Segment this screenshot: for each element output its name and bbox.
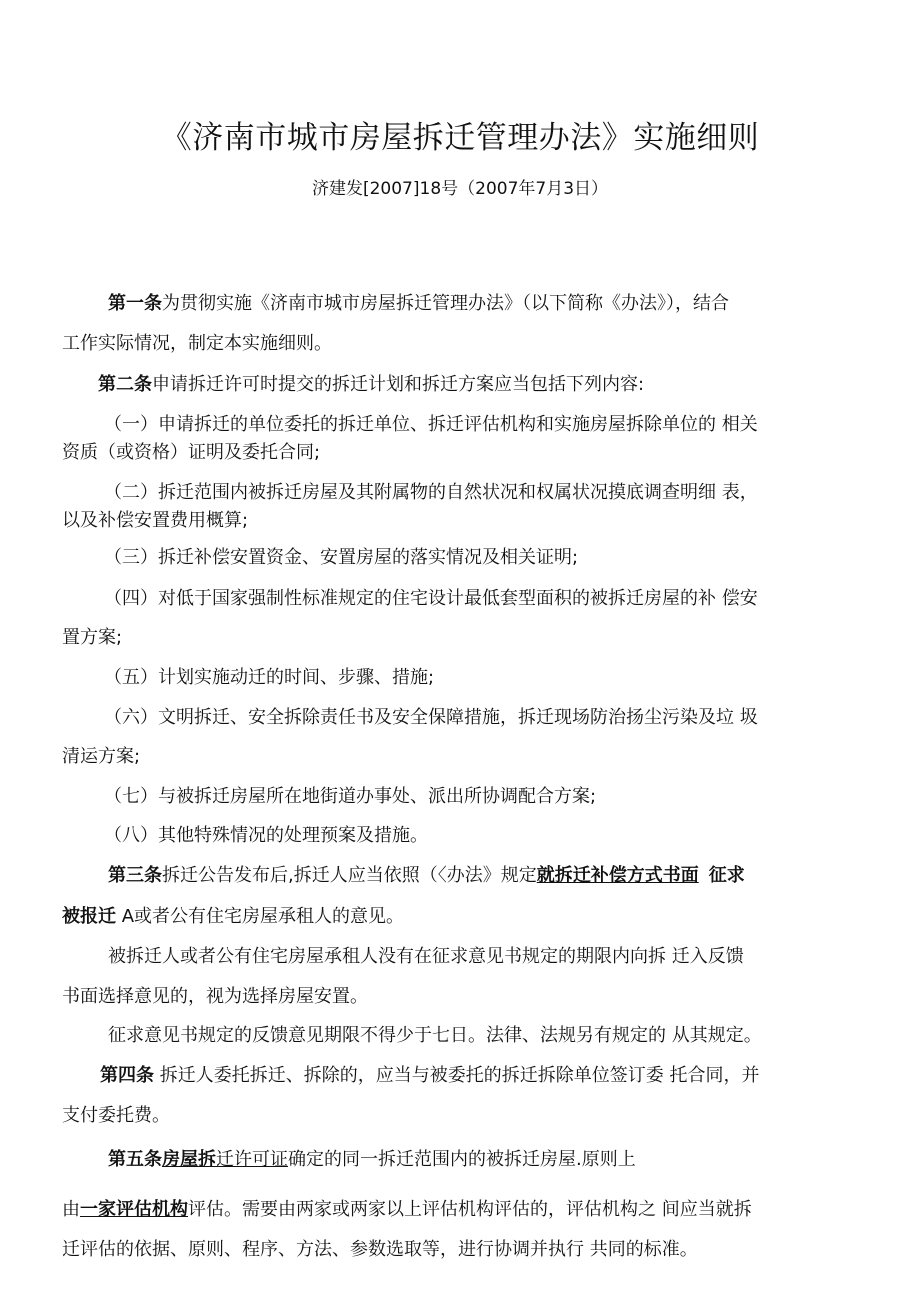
article-3-line-1: [108, 864, 745, 888]
article-4-text: 拆迁人委托拆迁、拆除的，应当与被委托的拆迁拆除单位签订委 托合同，并: [154, 1065, 760, 1086]
article-1-line-1: [108, 292, 729, 316]
article-5-underlined: 迁许可证: [216, 1149, 288, 1170]
article-5-heading: 第五条: [108, 1149, 162, 1170]
article-3-para-2-line-2: 书面选择意见的，视为选择房屋安置。: [62, 986, 368, 1007]
list-item-2-line-1: （二）拆迁范围内被拆迁房屋及其附属物的自然状况和权属状况摸底调查明细 表，: [104, 482, 758, 503]
list-item-3: （三）拆迁补偿安置资金、安置房屋的落实情况及相关证明;: [104, 547, 579, 568]
article-3-text-d: A或者公有住宅房屋承租人的意见。: [116, 906, 405, 927]
article-3-para-2-line-1: 被拆迁人或者公有住宅房屋承租人没有在征求意见书规定的期限内向拆 迁入反馈: [108, 946, 744, 967]
article-5-line-1: [108, 1148, 636, 1172]
article-1-text: 为贯彻实施《济南市城市房屋拆迁管理办法》（以下简称《办法》），结合: [162, 293, 729, 314]
article-3-text-a: 拆迁公告发布后,拆迁人应当依照（〈办法》规定: [162, 865, 537, 886]
list-item-1-line-2: 资质（或资格）证明及委托合同;: [62, 442, 321, 463]
article-4-line-2: 支付委托费。: [62, 1105, 170, 1126]
article-4-heading: 第四条: [100, 1065, 154, 1086]
article-5-emphasis: 房屋拆: [162, 1149, 216, 1170]
list-item-8: （八）其他特殊情况的处理预案及措施。: [104, 825, 428, 846]
list-item-7: （七）与被拆迁房屋所在地街道办事处、派出所协调配合方案;: [104, 786, 597, 807]
article-5-text: 确定的同一拆迁范围内的被拆迁房屋.原则上: [288, 1149, 636, 1170]
article-3-text-c: 征求: [708, 865, 745, 886]
article-3-emphasis-2: 被报迁: [62, 906, 116, 927]
list-item-4-line-1: （四）对低于国家强制性标准规定的住宅设计最低套型面积的被拆迁房屋的补 偿安: [104, 588, 758, 609]
article-5-text-b: 评估。需要由两家或两家以上评估机构评估的，评估机构之 间应当就拆: [188, 1199, 752, 1220]
article-5-text-a: 由: [62, 1199, 80, 1220]
list-item-5: （五）计划实施动迁的时间、步骤、措施;: [104, 667, 435, 688]
article-3-heading: 第三条: [108, 865, 162, 886]
list-item-4-line-2: 置方案;: [62, 627, 123, 648]
list-item-2-line-2: 以及补偿安置费用概算;: [62, 510, 249, 531]
list-item-6-line-2: 清运方案;: [62, 746, 141, 767]
document-subtitle: 济建发[2007]18号（2007年7月3日）: [311, 179, 609, 199]
article-1-line-2: 工作实际情况，制定本实施细则。: [62, 333, 332, 354]
document-title: 《济南市城市房屋拆迁管理办法》实施细则: [160, 120, 760, 156]
list-item-6-line-1: （六）文明拆迁、安全拆除责任书及安全保障措施，拆迁现场防治扬尘污染及垃 圾: [104, 707, 758, 728]
article-1-heading: 第一条: [108, 293, 162, 314]
article-2-line-1: [98, 373, 644, 397]
list-item-1-line-1: （一）申请拆迁的单位委托的拆迁单位、拆迁评估机构和实施房屋拆除单位的 相关: [104, 414, 758, 435]
article-4-line-1: [100, 1064, 759, 1088]
article-5-emphasis-2: 一家评估机构: [80, 1199, 188, 1220]
article-3-para-3: 征求意见书规定的反馈意见期限不得少于七日。法律、法规另有规定的 从其规定。: [108, 1025, 762, 1046]
article-2-heading: 第二条: [98, 374, 152, 395]
article-3-line-2: [62, 905, 404, 929]
article-5-line-3: 迁评估的依据、原则、程序、方法、参数选取等，进行协调并执行 共同的标准。: [62, 1239, 698, 1260]
article-5-line-2: [62, 1198, 752, 1222]
article-2-text: 申请拆迁许可时提交的拆迁计划和拆迁方案应当包括下列内容:: [152, 374, 645, 395]
article-3-emphasis: 就拆迁补偿方式书面: [536, 865, 699, 886]
